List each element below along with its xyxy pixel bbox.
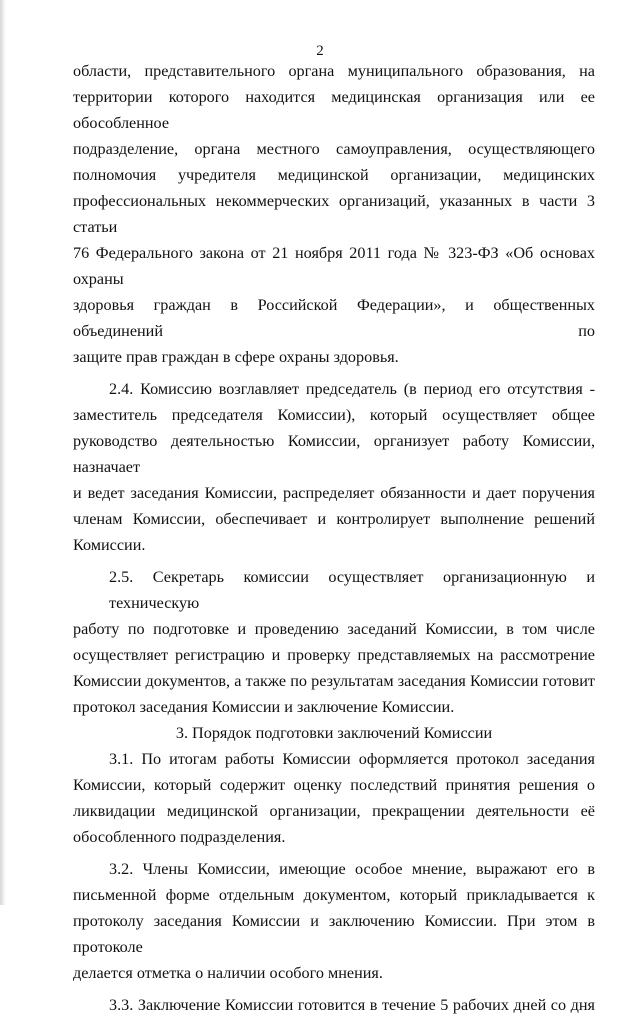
text-line: 2.5. Секретарь комиссии осуществляет организационную и техническую [109,568,595,612]
paragraph-3-1 [73,746,595,850]
text-line: ликвидации медицинской организации, прекращении деятельности её [73,802,595,820]
paragraph-2-5 [73,564,595,720]
text-line: заместитель председателя Комиссии), который осуществляет общее [73,406,595,424]
paragraph-continuation [73,58,595,370]
text-line: 3.1. По итогам работы Комиссии оформляется протокол заседания [109,750,595,768]
text-line: работу по подготовке и проведению заседаний Комиссии, в том числе [73,620,595,638]
text-line: Комиссии. [73,536,146,554]
text-line: защите прав граждан в сфере охраны здоровья. [73,348,399,366]
text-line: протоколу заседания Комиссии и заключению Комиссии. При этом в протоколе [73,912,595,956]
scan-edge-shadow [0,0,6,905]
text-line: профессиональных некоммерческих организаций, указанных в части 3 статьи [73,192,595,236]
text-line: Комиссии, который содержит оценку последствий принятия решения о [73,776,595,794]
text-line: 3.2. Члены Комиссии, имеющие особое мнение, выражают его в [109,860,595,878]
text-line: области, представительного органа муниципального образования, на [73,62,595,80]
text-line: делается отметка о наличии особого мнения. [73,964,383,982]
text-line: 3.3. Заключение Комиссии готовится в течение 5 рабочих дней со дня [109,996,595,1014]
document-body [73,58,595,1018]
text-line: 2.4. Комиссию возглавляет председатель (в период его отсутствия - [109,380,595,398]
paragraph-3-3 [73,992,595,1018]
section-heading: 3. Порядок подготовки заключений Комиссии [175,724,493,742]
text-line: 76 Федерального закона от 21 ноября 2011 года № 323-ФЗ «Об основах охраны [73,244,595,288]
text-line: обособленного подразделения. [73,828,286,846]
paragraph-2-4 [73,376,595,558]
text-line: здоровья граждан в Российской Федерации», и общественных объединений по [73,296,595,340]
text-line: полномочия учредителя медицинской организации, медицинских [73,166,595,184]
text-line: подразделение, органа местного самоуправления, осуществляющего [73,140,595,158]
text-line: осуществляет регистрацию и проверку представляемых на рассмотрение [73,646,595,664]
text-line: письменной форме отдельным документом, который прикладывается к [73,886,595,904]
text-line: членам Комиссии, обеспечивает и контролирует выполнение решений [73,510,595,528]
section-heading-3 [73,720,595,746]
text-line: Комиссии документов, а также по результатам заседания Комиссии готовит [73,672,595,690]
text-line: и ведет заседания Комиссии, распределяет обязанности и дает поручения [73,484,595,502]
page-number: 2 [316,43,324,59]
text-line: территории которого находится медицинская организация или ее обособленное [73,88,595,132]
paragraph-3-2 [73,856,595,986]
text-line: протокол заседания Комиссии и заключение Комиссии. [73,698,455,716]
text-line: руководство деятельностью Комиссии, организует работу Комиссии, назначает [73,432,595,476]
